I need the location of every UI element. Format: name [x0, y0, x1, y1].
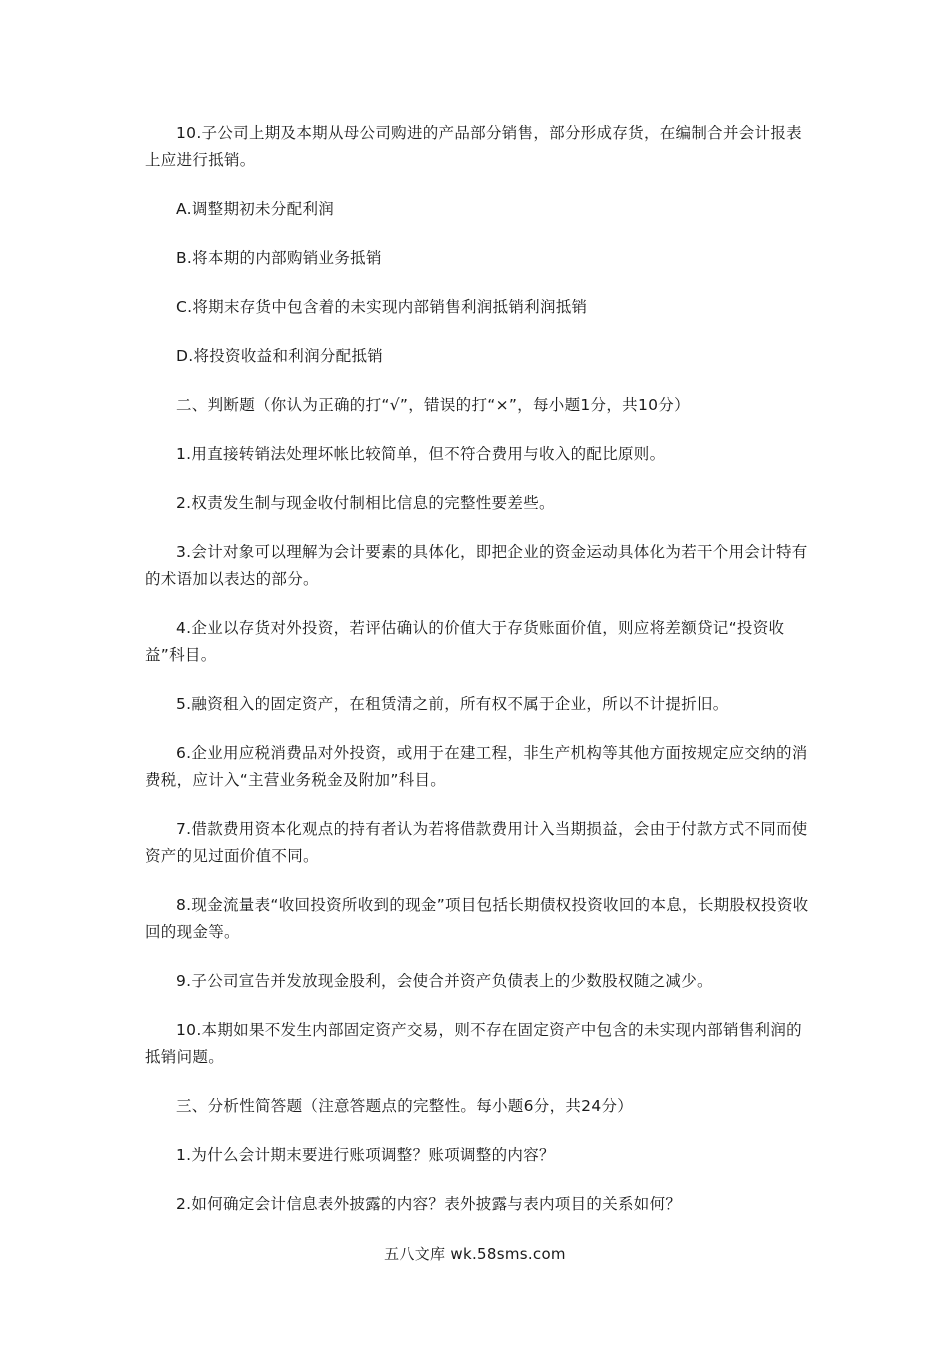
section-heading-short-answer: 三、分析性简答题（注意答题点的完整性。每小题6分，共24分）	[176, 1097, 634, 1115]
true-false-item-9: 9.子公司宣告并发放现金股利，会使合并资产负债表上的少数股权随之减少。	[176, 972, 713, 990]
page-footer: 五八文库 wk.58sms.com	[384, 1245, 566, 1263]
true-false-item-8: 8.现金流量表“收回投资所收到的现金”项目包括长期债权投资收回的本息，长期股权投资收回的现金等。	[145, 896, 809, 941]
option-a: A.调整期初未分配利润	[176, 200, 335, 218]
true-false-item-10: 10.本期如果不发生内部固定资产交易，则不存在固定资产中包含的未实现内部销售利润的抵销问题。	[145, 1021, 802, 1066]
true-false-item-6: 6.企业用应税消费品对外投资，或用于在建工程，非生产机构等其他方面按规定应交纳的消费税，应计入“主营业务税金及附加”科目。	[145, 744, 808, 789]
true-false-item-2: 2.权责发生制与现金收付制相比信息的完整性要差些。	[176, 494, 555, 512]
true-false-item-7: 7.借款费用资本化观点的持有者认为若将借款费用计入当期损益，会由于付款方式不同而使资产的见过面价值不同。	[145, 820, 808, 865]
option-c: C.将期末存货中包含着的未实现内部销售利润抵销利润抵销	[176, 298, 588, 316]
option-b: B.将本期的内部购销业务抵销	[176, 249, 382, 267]
true-false-item-3: 3.会计对象可以理解为会计要素的具体化，即把企业的资金运动具体化为若干个用会计特有的术语加以表达的部分。	[145, 543, 808, 588]
short-answer-item-1: 1.为什么会计期末要进行账项调整？账项调整的内容？	[176, 1146, 555, 1164]
short-answer-item-2: 2.如何确定会计信息表外披露的内容？表外披露与表内项目的关系如何？	[176, 1195, 682, 1213]
true-false-item-5: 5.融资租入的固定资产，在租赁清之前，所有权不属于企业，所以不计提折旧。	[176, 695, 729, 713]
true-false-item-4: 4.企业以存货对外投资，若评估确认的价值大于存货账面价值，则应将差额贷记“投资收益”科目。	[145, 619, 785, 664]
question-10-stem: 10.子公司上期及本期从母公司购进的产品部分销售，部分形成存货，在编制合并会计报表上应进行抵销。	[145, 124, 802, 169]
true-false-item-1: 1.用直接转销法处理坏帐比较简单，但不符合费用与收入的配比原则。	[176, 445, 666, 463]
document-body	[145, 120, 810, 1240]
option-d: D.将投资收益和利润分配抵销	[176, 347, 384, 365]
section-heading-true-false: 二、判断题（你认为正确的打“√”，错误的打“×”，每小题1分，共10分）	[176, 396, 690, 414]
